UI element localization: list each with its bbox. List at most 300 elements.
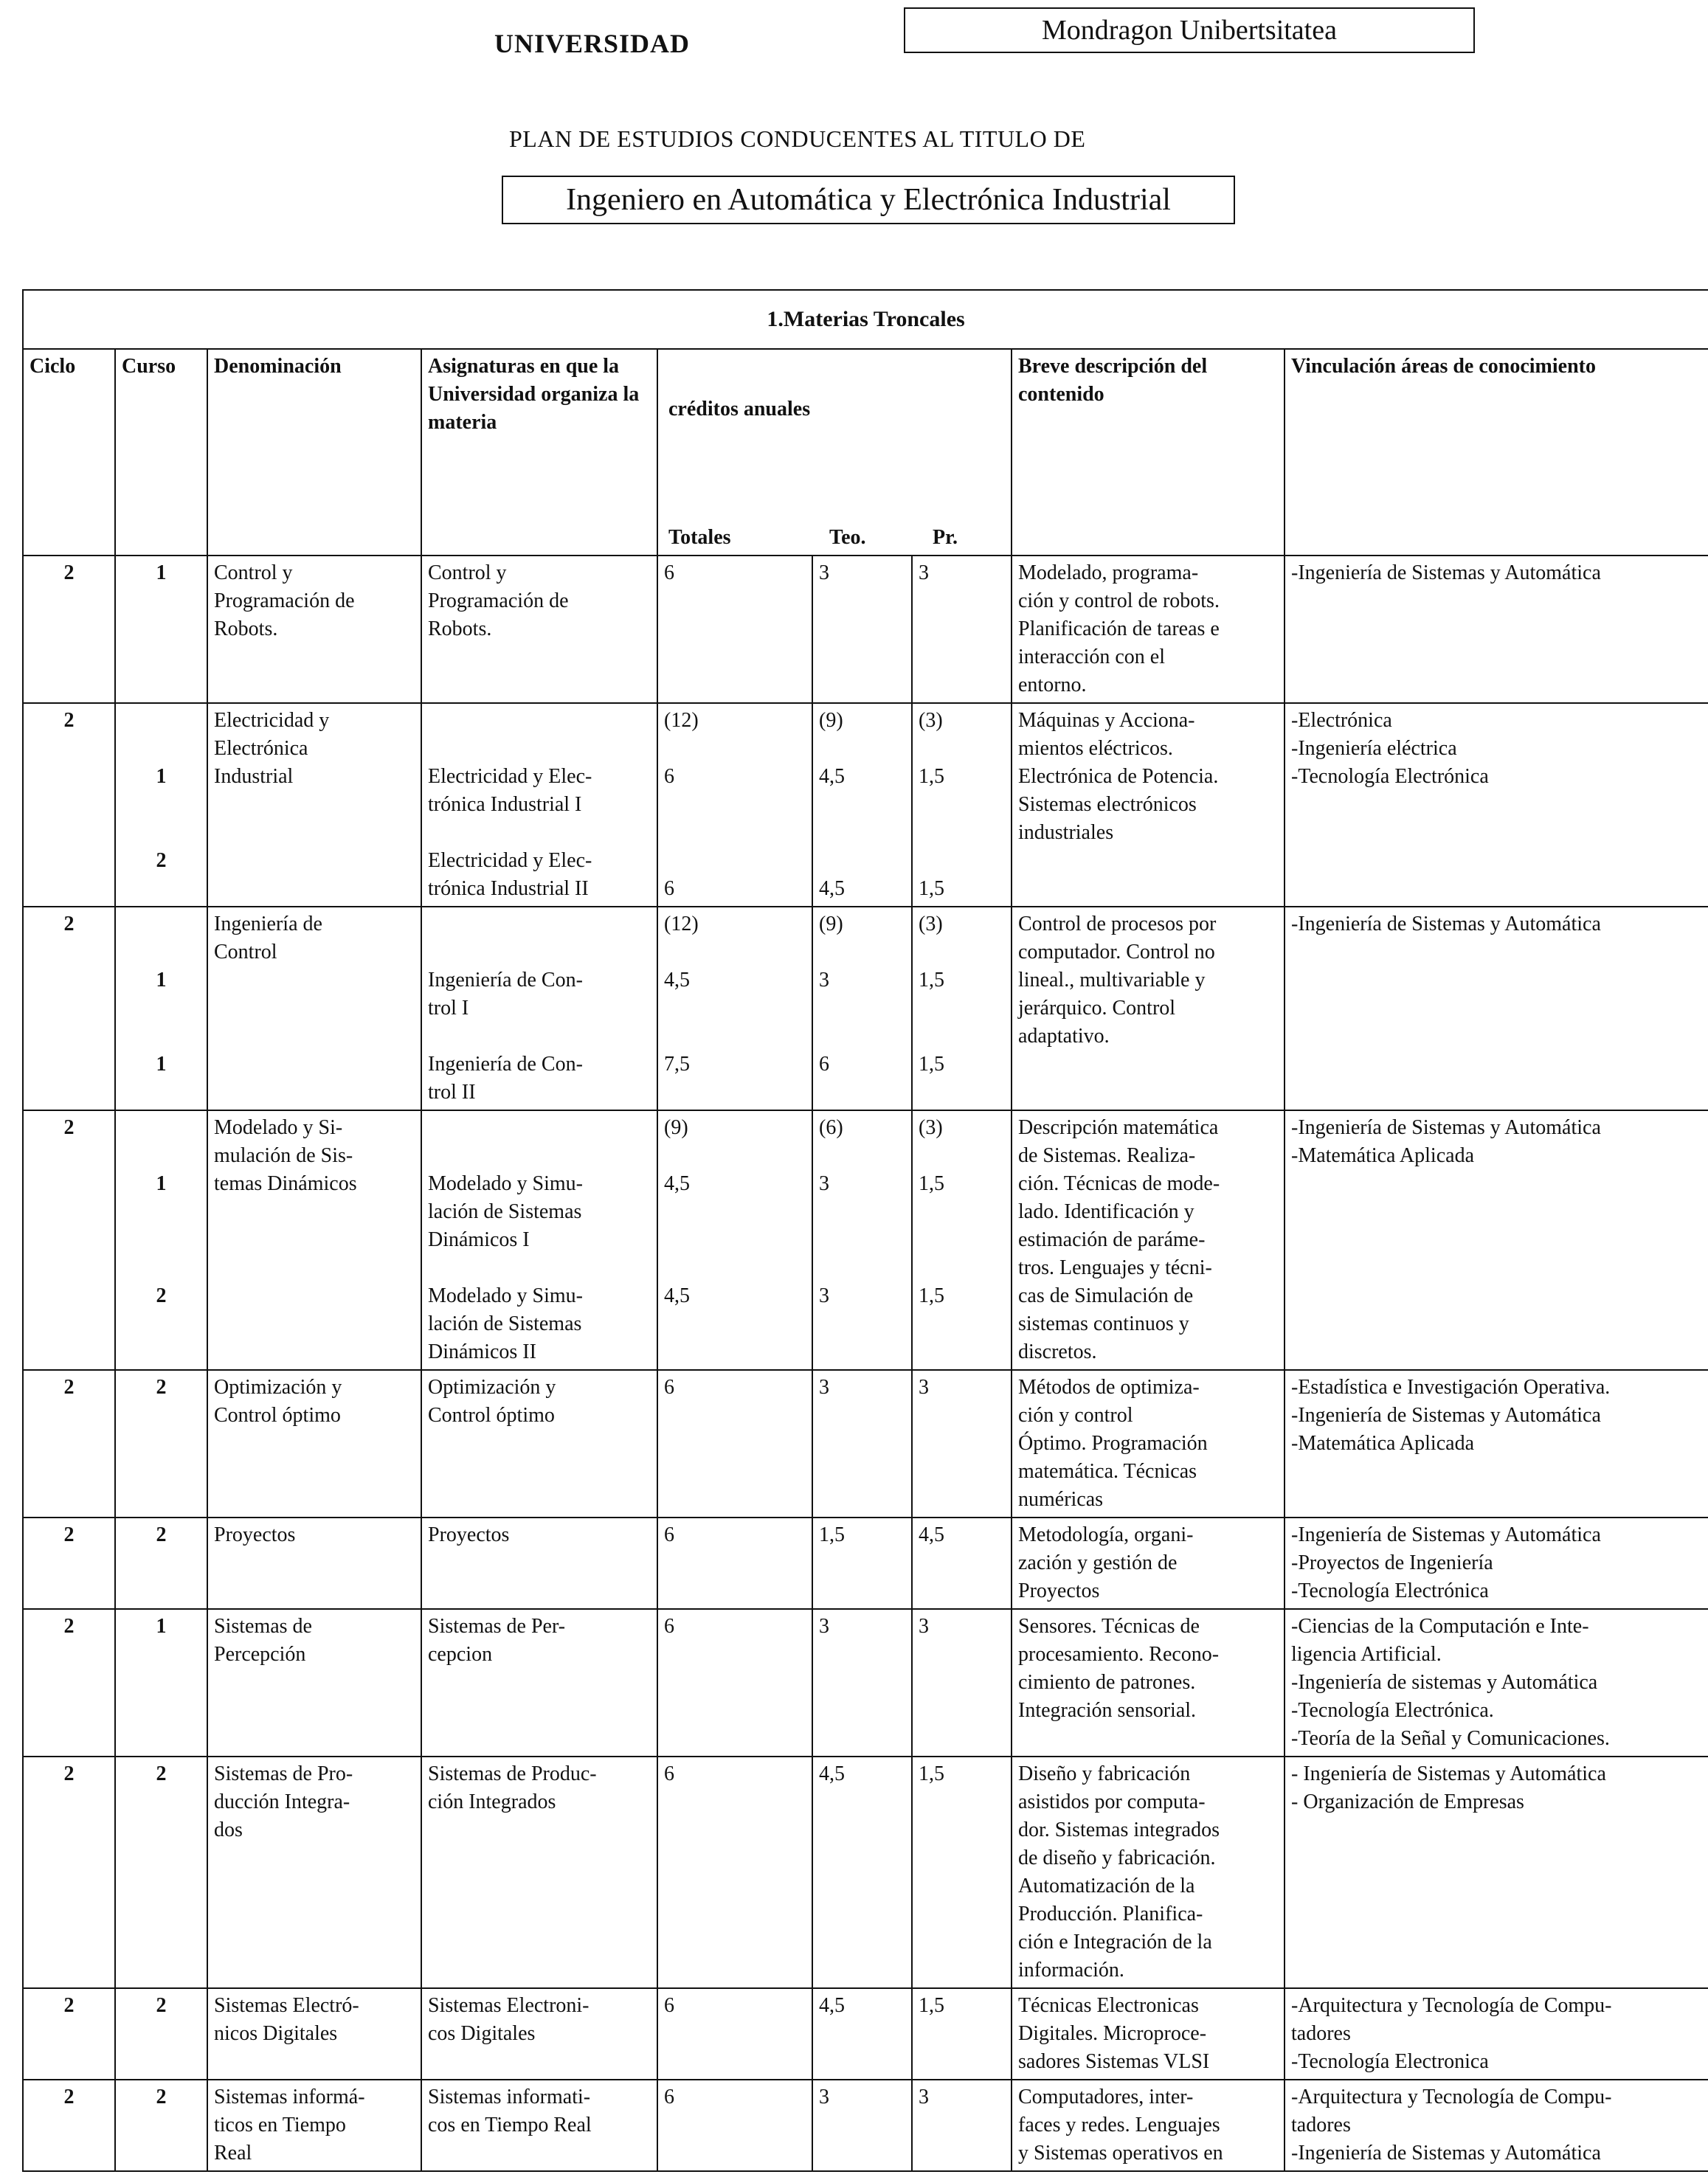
teo-line: 6 bbox=[819, 1053, 829, 1076]
cell-denominacion bbox=[207, 907, 421, 1110]
pr-line: 1,5 bbox=[919, 1172, 944, 1195]
denominacion-line: Real bbox=[214, 2142, 252, 2165]
descripcion-line: discretos. bbox=[1018, 1340, 1097, 1363]
totales-line bbox=[664, 1022, 806, 1051]
pr-line bbox=[919, 1022, 1005, 1051]
cell-totales bbox=[657, 1370, 812, 1518]
descripcion-line: adaptativo. bbox=[1018, 1025, 1110, 1048]
descripcion-line: Sensores. Técnicas de bbox=[1018, 1615, 1200, 1638]
denominacion-line: Sistemas Electró- bbox=[214, 1994, 359, 2017]
ciclo-value: 2 bbox=[63, 1523, 75, 1546]
pr-line bbox=[919, 735, 1005, 763]
curso-line: 2 bbox=[156, 1762, 167, 1785]
asignaturas-line: Modelado y Simu- bbox=[428, 1172, 583, 1195]
pr-line bbox=[919, 938, 1005, 966]
descripcion-line: estimación de paráme- bbox=[1018, 1228, 1206, 1251]
cell-ciclo bbox=[23, 1609, 115, 1757]
denominacion-line: Electricidad y bbox=[214, 709, 330, 732]
col-header-vinculacion: Vinculación áreas de conocimiento bbox=[1285, 349, 1708, 556]
asignaturas-line: cos Digitales bbox=[428, 2022, 536, 2045]
vinculacion-line: tadores bbox=[1291, 2022, 1351, 2045]
cell-asignaturas bbox=[421, 703, 657, 907]
curso-line: 1 bbox=[156, 1053, 167, 1076]
pr-line bbox=[919, 994, 1005, 1022]
descripcion-line: Modelado, programa- bbox=[1018, 561, 1199, 584]
denominacion-line: Modelado y Si- bbox=[214, 1116, 343, 1139]
asignaturas-line bbox=[428, 1254, 651, 1282]
totales-line: (12) bbox=[664, 709, 699, 732]
denominacion-line: Sistemas informá- bbox=[214, 2086, 365, 2108]
pr-line: 4,5 bbox=[919, 1523, 944, 1546]
teo-line: (9) bbox=[819, 709, 843, 732]
cell-descripcion bbox=[1012, 703, 1285, 907]
cell-pr bbox=[912, 1988, 1012, 2080]
cell-denominacion bbox=[207, 1518, 421, 1609]
vinculacion-line: -Matemática Aplicada bbox=[1291, 1144, 1474, 1167]
table-row bbox=[23, 703, 1708, 907]
asignaturas-line: trol I bbox=[428, 997, 469, 1020]
asignaturas-line: trónica Industrial I bbox=[428, 793, 582, 816]
descripcion-line: Descripción matemática bbox=[1018, 1116, 1219, 1139]
asignaturas-line: Programación de bbox=[428, 589, 569, 612]
asignaturas-line: trol II bbox=[428, 1081, 476, 1104]
cell-asignaturas bbox=[421, 1370, 657, 1518]
totales-line: 6 bbox=[664, 1376, 674, 1399]
pr-line: (3) bbox=[919, 913, 943, 935]
cell-descripcion bbox=[1012, 1757, 1285, 1988]
table-row bbox=[23, 1609, 1708, 1757]
cell-asignaturas bbox=[421, 1609, 657, 1757]
vinculacion-line: -Proyectos de Ingeniería bbox=[1291, 1551, 1493, 1574]
asignaturas-line: Control óptimo bbox=[428, 1404, 555, 1427]
teo-line bbox=[819, 1022, 905, 1051]
vinculacion-line: -Matemática Aplicada bbox=[1291, 1432, 1474, 1455]
cell-teo bbox=[812, 1757, 912, 1988]
cell-descripcion bbox=[1012, 1370, 1285, 1518]
teo-line: 4,5 bbox=[819, 1994, 845, 2017]
curso-line: 2 bbox=[156, 849, 167, 872]
descripcion-line: Sistemas electrónicos bbox=[1018, 793, 1197, 816]
cell-curso bbox=[115, 2080, 207, 2171]
totales-line bbox=[664, 1142, 806, 1170]
totales-line: 6 bbox=[664, 877, 674, 900]
vinculacion-line: -Ingeniería eléctrica bbox=[1291, 737, 1457, 760]
cell-vinculacion bbox=[1285, 907, 1708, 1110]
asignaturas-line: Electricidad y Elec- bbox=[428, 849, 592, 872]
cell-asignaturas bbox=[421, 1988, 657, 2080]
cell-vinculacion bbox=[1285, 1757, 1708, 1988]
denominacion-line: Electrónica bbox=[214, 737, 308, 760]
cell-curso bbox=[115, 1110, 207, 1370]
denominacion-line: ducción Integra- bbox=[214, 1790, 350, 1813]
teo-line bbox=[819, 847, 905, 875]
descripcion-line: de diseño y fabricación. bbox=[1018, 1847, 1216, 1869]
teo-line bbox=[819, 994, 905, 1022]
col-header-descripcion: Breve descripción del contenido bbox=[1012, 349, 1285, 556]
descripcion-line: computador. Control no bbox=[1018, 941, 1215, 963]
table-row bbox=[23, 1757, 1708, 1988]
teo-line: (9) bbox=[819, 913, 843, 935]
curso-line bbox=[122, 1198, 201, 1226]
asignaturas-line: Modelado y Simu- bbox=[428, 1284, 583, 1307]
curso-line bbox=[122, 910, 201, 938]
table-row bbox=[23, 1988, 1708, 2080]
curso-line bbox=[122, 1226, 201, 1254]
teo-line bbox=[819, 1142, 905, 1170]
descripcion-line: zación y gestión de bbox=[1018, 1551, 1178, 1574]
section-title: 1.Materias Troncales bbox=[23, 290, 1708, 349]
descripcion-line: sistemas continuos y bbox=[1018, 1312, 1189, 1335]
vinculacion-line: -Estadística e Investigación Operativa. bbox=[1291, 1376, 1611, 1399]
ciclo-value: 2 bbox=[63, 1615, 75, 1638]
cell-teo bbox=[812, 1110, 912, 1370]
asignaturas-line: Sistemas Electroni- bbox=[428, 1994, 589, 2017]
descripcion-line: dor. Sistemas integrados bbox=[1018, 1819, 1220, 1841]
asignaturas-line: Dinámicos I bbox=[428, 1228, 530, 1251]
pr-line: 1,5 bbox=[919, 1994, 944, 2017]
pr-line: 3 bbox=[919, 1615, 929, 1638]
cell-teo bbox=[812, 1518, 912, 1609]
teo-line bbox=[819, 791, 905, 819]
curso-line: 1 bbox=[156, 561, 167, 584]
descripcion-line: matemática. Técnicas bbox=[1018, 1460, 1197, 1483]
subjects-table bbox=[22, 289, 1708, 2172]
vinculacion-line: -Arquitectura y Tecnología de Compu- bbox=[1291, 1994, 1612, 2017]
table-row bbox=[23, 907, 1708, 1110]
cell-denominacion bbox=[207, 1988, 421, 2080]
descripcion-line: tros. Lenguajes y técni- bbox=[1018, 1256, 1212, 1279]
denominacion-line: Control y bbox=[214, 561, 293, 584]
ciclo-value: 2 bbox=[63, 709, 75, 732]
curso-line: 2 bbox=[156, 2086, 167, 2108]
descripcion-line: ción. Técnicas de mode- bbox=[1018, 1172, 1220, 1195]
cell-descripcion bbox=[1012, 556, 1285, 703]
table-row bbox=[23, 2080, 1708, 2171]
denominacion-line: Percepción bbox=[214, 1643, 306, 1666]
denominacion-line: temas Dinámicos bbox=[214, 1172, 357, 1195]
asignaturas-line bbox=[428, 819, 651, 847]
totales-line: 6 bbox=[664, 1523, 674, 1546]
cell-teo bbox=[812, 556, 912, 703]
teo-line: 3 bbox=[819, 1284, 829, 1307]
pr-line bbox=[919, 819, 1005, 847]
teo-line: 3 bbox=[819, 561, 829, 584]
cell-descripcion bbox=[1012, 1110, 1285, 1370]
cell-vinculacion bbox=[1285, 1609, 1708, 1757]
vinculacion-line: ligencia Artificial. bbox=[1291, 1643, 1442, 1666]
plan-title: PLAN DE ESTUDIOS CONDUCENTES AL TITULO DE bbox=[509, 125, 1086, 152]
totales-line bbox=[664, 1226, 806, 1254]
cell-pr bbox=[912, 703, 1012, 907]
asignaturas-line bbox=[428, 707, 651, 735]
totales-line: 4,5 bbox=[664, 1284, 690, 1307]
totales-line: 6 bbox=[664, 1762, 674, 1785]
denominacion-line: mulación de Sis- bbox=[214, 1144, 353, 1167]
vinculacion-line: -Tecnología Electrónica bbox=[1291, 765, 1489, 788]
curso-line: 2 bbox=[156, 1284, 167, 1307]
cell-ciclo bbox=[23, 1518, 115, 1609]
teo-line: 3 bbox=[819, 1615, 829, 1638]
teo-line: 1,5 bbox=[819, 1523, 845, 1546]
vinculacion-line: -Teoría de la Señal y Comunicaciones. bbox=[1291, 1727, 1610, 1750]
descripcion-line: Planificación de tareas e bbox=[1018, 617, 1220, 640]
cell-vinculacion bbox=[1285, 1110, 1708, 1370]
vinculacion-line: -Electrónica bbox=[1291, 709, 1392, 732]
cell-pr bbox=[912, 1110, 1012, 1370]
col-header-teo: Teo. bbox=[829, 526, 866, 549]
denominacion-line: Programación de bbox=[214, 589, 355, 612]
cell-ciclo bbox=[23, 556, 115, 703]
cell-teo bbox=[812, 2080, 912, 2171]
curso-line bbox=[122, 994, 201, 1022]
descripcion-line: Digitales. Microproce- bbox=[1018, 2022, 1207, 2045]
vinculacion-line: -Ingeniería de Sistemas y Automática bbox=[1291, 1404, 1601, 1427]
totales-line: 6 bbox=[664, 1994, 674, 2017]
cell-denominacion bbox=[207, 1370, 421, 1518]
asignaturas-line: Ingeniería de Con- bbox=[428, 1053, 583, 1076]
cell-totales bbox=[657, 1609, 812, 1757]
cell-pr bbox=[912, 1518, 1012, 1609]
descripcion-line: Automatización de la bbox=[1018, 1875, 1195, 1897]
denominacion-line: Industrial bbox=[214, 765, 294, 788]
asignaturas-line bbox=[428, 1114, 651, 1142]
asignaturas-line: Electricidad y Elec- bbox=[428, 765, 592, 788]
cell-vinculacion bbox=[1285, 2080, 1708, 2171]
descripcion-line: Electrónica de Potencia. bbox=[1018, 765, 1219, 788]
table-header-row bbox=[23, 349, 1708, 556]
asignaturas-line: Sistemas de Produc- bbox=[428, 1762, 597, 1785]
cell-curso bbox=[115, 1370, 207, 1518]
cell-teo bbox=[812, 1370, 912, 1518]
totales-line: 6 bbox=[664, 2086, 674, 2108]
cell-curso bbox=[115, 1518, 207, 1609]
asignaturas-line: Dinámicos II bbox=[428, 1340, 536, 1363]
curso-line: 1 bbox=[156, 765, 167, 788]
cell-vinculacion bbox=[1285, 1988, 1708, 2080]
curso-line bbox=[122, 1254, 201, 1282]
cell-totales bbox=[657, 1518, 812, 1609]
curso-line: 1 bbox=[156, 1615, 167, 1638]
teo-line: (6) bbox=[819, 1116, 843, 1139]
totales-line bbox=[664, 791, 806, 819]
asignaturas-line: lación de Sistemas bbox=[428, 1200, 582, 1223]
cell-descripcion bbox=[1012, 1609, 1285, 1757]
cell-pr bbox=[912, 1370, 1012, 1518]
totales-line bbox=[664, 847, 806, 875]
university-name-box: Mondragon Unibertsitatea bbox=[904, 7, 1475, 53]
descripcion-line: lado. Identificación y bbox=[1018, 1200, 1194, 1223]
teo-line: 4,5 bbox=[819, 877, 845, 900]
asignaturas-line bbox=[428, 735, 651, 763]
teo-line: 3 bbox=[819, 2086, 829, 2108]
cell-pr bbox=[912, 556, 1012, 703]
cell-ciclo bbox=[23, 703, 115, 907]
vinculacion-line: -Tecnología Electrónica. bbox=[1291, 1699, 1494, 1722]
pr-line: 1,5 bbox=[919, 969, 944, 992]
ciclo-value: 2 bbox=[63, 2086, 75, 2108]
asignaturas-line: Control y bbox=[428, 561, 507, 584]
cell-denominacion bbox=[207, 1609, 421, 1757]
teo-line: 3 bbox=[819, 1172, 829, 1195]
descripcion-line: información. bbox=[1018, 1959, 1124, 1982]
asignaturas-line: Sistemas de Per- bbox=[428, 1615, 566, 1638]
descripcion-line: asistidos por computa- bbox=[1018, 1790, 1206, 1813]
vinculacion-line: -Tecnología Electrónica bbox=[1291, 1579, 1489, 1602]
cell-vinculacion bbox=[1285, 1518, 1708, 1609]
cell-curso bbox=[115, 703, 207, 907]
col-header-denominacion: Denominación bbox=[207, 349, 421, 556]
vinculacion-line: -Ingeniería de Sistemas y Automática bbox=[1291, 2142, 1601, 2165]
col-header-asignaturas: Asignaturas en que la Universidad organiza la materia bbox=[421, 349, 657, 556]
table-row bbox=[23, 556, 1708, 703]
vinculacion-line: -Ingeniería de Sistemas y Automática bbox=[1291, 561, 1601, 584]
asignaturas-line: cos en Tiempo Real bbox=[428, 2114, 592, 2136]
cell-asignaturas bbox=[421, 1757, 657, 1988]
cell-denominacion bbox=[207, 1110, 421, 1370]
cell-curso bbox=[115, 1988, 207, 2080]
pr-line: 1,5 bbox=[919, 765, 944, 788]
asignaturas-line: Robots. bbox=[428, 617, 492, 640]
totales-line bbox=[664, 1254, 806, 1282]
ciclo-value: 2 bbox=[63, 561, 75, 584]
cell-curso bbox=[115, 1757, 207, 1988]
cell-curso bbox=[115, 907, 207, 1110]
pr-line: 3 bbox=[919, 561, 929, 584]
denominacion-line: Optimización y bbox=[214, 1376, 342, 1399]
denominacion-line: Ingeniería de bbox=[214, 913, 322, 935]
asignaturas-line: Ingeniería de Con- bbox=[428, 969, 583, 992]
totales-line bbox=[664, 994, 806, 1022]
curso-line bbox=[122, 1142, 201, 1170]
totales-line: (12) bbox=[664, 913, 699, 935]
asignaturas-line: cepcion bbox=[428, 1643, 493, 1666]
descripcion-line: interacción con el bbox=[1018, 646, 1166, 668]
col-header-curso: Curso bbox=[115, 349, 207, 556]
vinculacion-line: tadores bbox=[1291, 2114, 1351, 2136]
descripcion-line: faces y redes. Lenguajes bbox=[1018, 2114, 1220, 2136]
degree-title-box: Ingeniero en Automática y Electrónica Industrial bbox=[502, 176, 1235, 224]
col-header-pr: Pr. bbox=[933, 526, 958, 549]
cell-vinculacion bbox=[1285, 556, 1708, 703]
denominacion-line: dos bbox=[214, 1819, 243, 1841]
totales-line: (9) bbox=[664, 1116, 688, 1139]
teo-line: 4,5 bbox=[819, 1762, 845, 1785]
descripcion-line: cimiento de patrones. bbox=[1018, 1671, 1196, 1694]
curso-line: 2 bbox=[156, 1376, 167, 1399]
pr-line: 3 bbox=[919, 1376, 929, 1399]
teo-line: 4,5 bbox=[819, 765, 845, 788]
cell-teo bbox=[812, 907, 912, 1110]
vinculacion-line: - Organización de Empresas bbox=[1291, 1790, 1524, 1813]
ciclo-value: 2 bbox=[63, 1376, 75, 1399]
descripcion-line: Métodos de optimiza- bbox=[1018, 1376, 1200, 1399]
descripcion-line: Metodología, organi- bbox=[1018, 1523, 1194, 1546]
vinculacion-line: -Ingeniería de Sistemas y Automática bbox=[1291, 1523, 1601, 1546]
asignaturas-line: lación de Sistemas bbox=[428, 1312, 582, 1335]
denominacion-line: Control bbox=[214, 941, 277, 963]
cell-ciclo bbox=[23, 1757, 115, 1988]
asignaturas-line bbox=[428, 1022, 651, 1051]
descripcion-line: Proyectos bbox=[1018, 1579, 1100, 1602]
cell-totales bbox=[657, 703, 812, 907]
vinculacion-line: -Ciencias de la Computación e Inte- bbox=[1291, 1615, 1589, 1638]
descripcion-line: mientos eléctricos. bbox=[1018, 737, 1173, 760]
asignaturas-line: ción Integrados bbox=[428, 1790, 556, 1813]
denominacion-line: Robots. bbox=[214, 617, 278, 640]
totales-line bbox=[664, 819, 806, 847]
denominacion-line: Sistemas de Pro- bbox=[214, 1762, 353, 1785]
teo-line bbox=[819, 938, 905, 966]
totales-line bbox=[664, 735, 806, 763]
ciclo-value: 2 bbox=[63, 1762, 75, 1785]
cell-ciclo bbox=[23, 907, 115, 1110]
pr-line: 1,5 bbox=[919, 1053, 944, 1076]
cell-teo bbox=[812, 703, 912, 907]
curso-line bbox=[122, 938, 201, 966]
cell-vinculacion bbox=[1285, 703, 1708, 907]
totales-line: 6 bbox=[664, 561, 674, 584]
totales-line: 4,5 bbox=[664, 1172, 690, 1195]
descripcion-line: numéricas bbox=[1018, 1488, 1104, 1511]
totales-line: 6 bbox=[664, 1615, 674, 1638]
descripcion-line: jerárquico. Control bbox=[1018, 997, 1176, 1020]
pr-line: (3) bbox=[919, 709, 943, 732]
descripcion-line: industriales bbox=[1018, 821, 1114, 844]
cell-descripcion bbox=[1012, 907, 1285, 1110]
university-label: UNIVERSIDAD bbox=[494, 29, 691, 58]
teo-line bbox=[819, 1226, 905, 1254]
cell-totales bbox=[657, 1757, 812, 1988]
descripcion-line: Diseño y fabricación bbox=[1018, 1762, 1191, 1785]
cell-descripcion bbox=[1012, 1988, 1285, 2080]
cell-descripcion bbox=[1012, 1518, 1285, 1609]
descripcion-line: de Sistemas. Realiza- bbox=[1018, 1144, 1196, 1167]
teo-line bbox=[819, 1254, 905, 1282]
descripcion-line: Producción. Planifica- bbox=[1018, 1903, 1203, 1925]
cell-teo bbox=[812, 1988, 912, 2080]
descripcion-line: procesamiento. Recono- bbox=[1018, 1643, 1220, 1666]
cell-pr bbox=[912, 1757, 1012, 1988]
asignaturas-line: Proyectos bbox=[428, 1523, 510, 1546]
descripcion-line: ción e Integración de la bbox=[1018, 1931, 1212, 1954]
curso-line bbox=[122, 819, 201, 847]
totales-line: 7,5 bbox=[664, 1053, 690, 1076]
pr-line: 1,5 bbox=[919, 1762, 944, 1785]
curso-line bbox=[122, 707, 201, 735]
cell-pr bbox=[912, 1609, 1012, 1757]
descripcion-line: lineal., multivariable y bbox=[1018, 969, 1206, 992]
cell-totales bbox=[657, 1988, 812, 2080]
descripcion-line: Control de procesos por bbox=[1018, 913, 1217, 935]
pr-line bbox=[919, 1254, 1005, 1282]
cell-denominacion bbox=[207, 1757, 421, 1988]
descripcion-line: cas de Simulación de bbox=[1018, 1284, 1194, 1307]
curso-line: 1 bbox=[156, 969, 167, 992]
cell-totales bbox=[657, 907, 812, 1110]
descripcion-line: Técnicas Electronicas bbox=[1018, 1994, 1199, 2017]
descripcion-line: Máquinas y Acciona- bbox=[1018, 709, 1195, 732]
asignaturas-line: Optimización y bbox=[428, 1376, 556, 1399]
cell-ciclo bbox=[23, 1110, 115, 1370]
pr-line bbox=[919, 847, 1005, 875]
curso-line bbox=[122, 791, 201, 819]
curso-line bbox=[122, 735, 201, 763]
cell-denominacion bbox=[207, 703, 421, 907]
denominacion-line: nicos Digitales bbox=[214, 2022, 338, 2045]
cell-curso bbox=[115, 556, 207, 703]
cell-asignaturas bbox=[421, 556, 657, 703]
denominacion-line: Sistemas de bbox=[214, 1615, 312, 1638]
